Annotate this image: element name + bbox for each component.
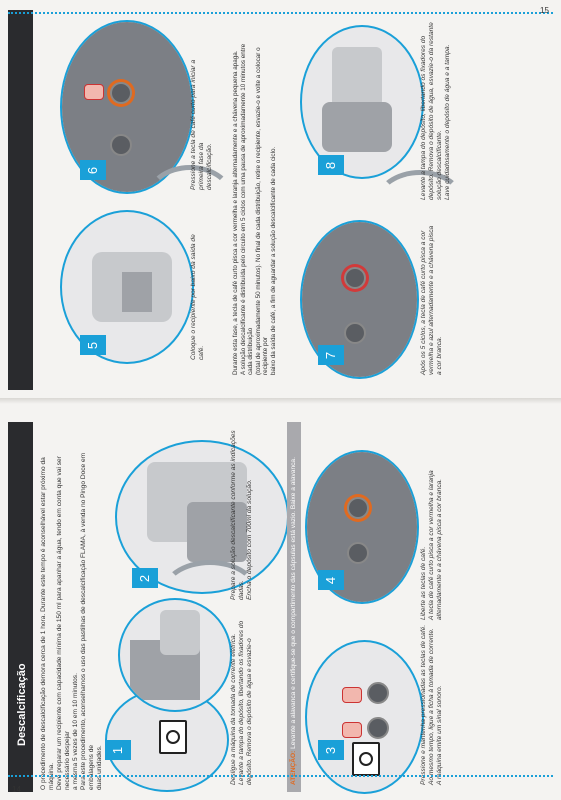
- warning-text: ATENÇÃO: Levante a alavanca e certifique-se que o compartimento das cápsulas está vazio. Baixe a alavanca.: [290, 457, 297, 785]
- coffee-button-icon: [367, 682, 389, 704]
- step-3-text: Pressione e mantenha pressionadas as teclas de café. Ao mesmo tempo, ligue a ficha à tomada de corrente. A máquina emite um sinal sonoro.: [420, 624, 443, 785]
- short-coffee-button-icon: [344, 267, 366, 289]
- step-7-number: 7: [318, 345, 344, 365]
- long-coffee-button-icon: [347, 542, 369, 564]
- intro-text: [40, 430, 104, 790]
- intro-line: a mesma 5 vezes de 10 em 10 minutos.: [72, 673, 79, 790]
- step-2-text: Prepare a solução descalcificante conforme as indicações dadas. Encha o depósito com 700ml da solução.: [230, 430, 253, 600]
- page-fold: [0, 398, 561, 404]
- step-6-number: 6: [80, 160, 106, 180]
- step-1-number: 1: [105, 740, 131, 760]
- short-coffee-button-icon: [110, 82, 132, 104]
- intro-line: Deve preparar um recipiente com capacidade mínima de 150 ml para apanhar a água, tendo em conta que vai ser necessário despejar: [56, 456, 71, 790]
- step-8-number: 8: [318, 155, 344, 175]
- step-2-number: 2: [132, 568, 158, 588]
- long-coffee-button-icon: [110, 134, 132, 156]
- step-3-number: 3: [318, 740, 344, 760]
- cycle-description: Durante esta fase, a tecla de café curto pisca a cor vermelha e laranja alternadamente e a chávena pequena apaga. A solução descalcificante é distribuída pelo circuito em 5 ciclos com uma pausa de aproximadamente 10 minutos entre cada distribuição (total de aproximadamente 50 minutos). No final de cada distribuição, retire o recipiente, esvazie-o e volte a colocar o recipiente por baixo da saída de café, a fim de aguardar a solução descalcificante de cada ciclo.: [232, 43, 277, 375]
- section-title: Descalcificação: [16, 663, 28, 746]
- intro-line: duas unidades.: [96, 745, 103, 790]
- step-7-text: Após os 5 ciclos, a tecla de café curto pisca a cor vermelha e azul alternadamente e a chávena pisca a cor branca.: [420, 225, 443, 375]
- step-6-text: Pressione a tecla de café curto para iniciar a primeira fase da descalcificação.: [190, 59, 213, 190]
- intro-line: Para este procedimento, aconselhamos o uso das pastilhas de descalcificação FLAMA, à venda no Pingo Doce em embalagens de: [80, 452, 95, 790]
- coffee-button-icon: [367, 717, 389, 739]
- step-3-illustration: [305, 640, 424, 794]
- intro-line: O procedimento de descalcificação demora cerca de 1 hora. Durante este tempo é aconselhável estar próximo da máquina.: [40, 457, 55, 790]
- finger-press-icon: [342, 722, 362, 738]
- bottom-dotted-rule: [8, 775, 553, 777]
- step-4-text: Liberte as teclas de café. A tecla de café curto pisca a cor vermelha e laranja alternadamente e a chávena pisca a cor branca.: [420, 470, 443, 620]
- step-5-number: 5: [80, 335, 106, 355]
- finger-press-icon: [84, 84, 104, 100]
- step-5-text: Coloque o recipiente por baixo da saída de café.: [190, 234, 205, 360]
- top-dotted-rule: [8, 12, 553, 14]
- power-socket-icon: [159, 720, 187, 754]
- step-4-number: 4: [318, 570, 344, 590]
- top-dark-band: [8, 10, 33, 390]
- long-coffee-button-icon: [344, 322, 366, 344]
- page-number-right: 15: [540, 6, 549, 15]
- power-socket-icon: [352, 742, 380, 776]
- page-number-left: 14: [12, 785, 21, 794]
- step-1-text: Desligue a máquina da tomada de corrente elétrica. Levante a tampa do depósito, libertando os fixadores do depósito. Remova o depósito de água e esvazie-o: [230, 620, 253, 785]
- short-coffee-button-icon: [347, 497, 369, 519]
- step-8-text: Levante a tampa do depósito, libertando os fixadores do depósito. Remova o depósito de água, esvazie-o da restante solução descalcificante. Lave cuidadosamente o depósito de água e a tampa.: [420, 22, 451, 200]
- finger-press-icon: [342, 687, 362, 703]
